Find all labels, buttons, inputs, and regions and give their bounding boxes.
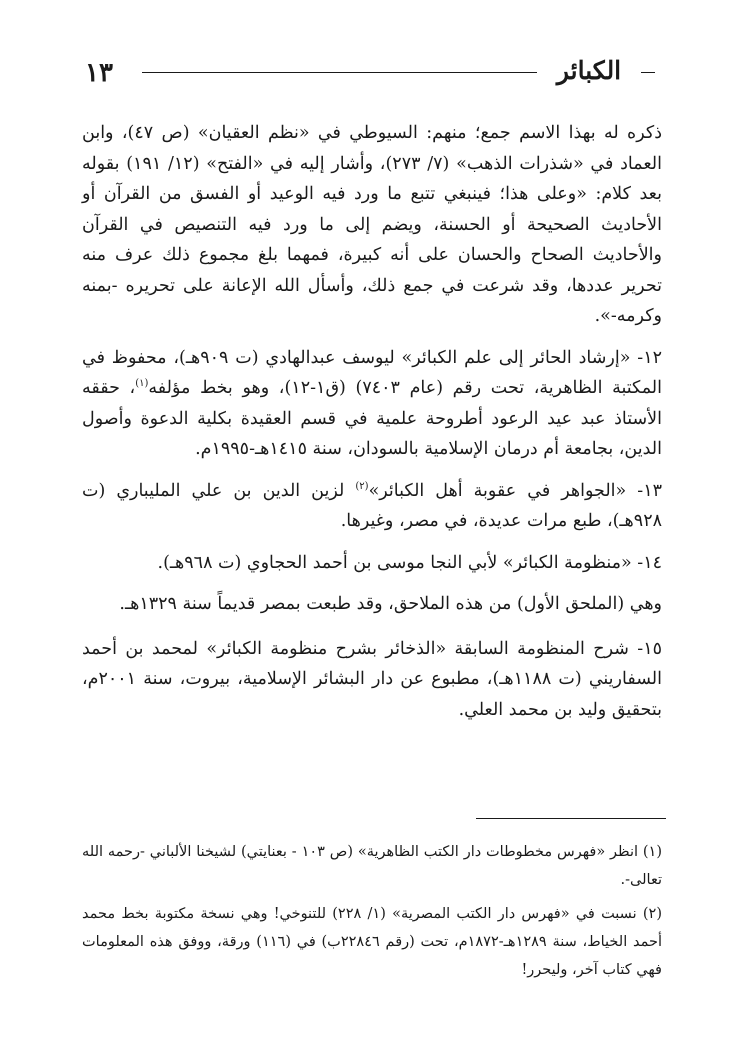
footnote-separator	[476, 818, 666, 819]
list-item-13	[82, 476, 662, 537]
footnote-1: (١) انظر «فهرس مخطوطات دار الكتب الظاهرية» (ص ١٠٣ - بعنايتي) لشيخنا الألباني -رحمه الله تعالى-.	[82, 844, 662, 888]
list-item-15: ١٥- شرح المنظومة السابقة «الذخائر بشرح منظومة الكبائر» لمحمد بن أحمد السفاريني (ت ١١٨٨هـ)، مطبوع عن دار البشائر الإسلامية، بيروت، سنة ٢٠٠١م، بتحقيق وليد بن محمد العلي.	[82, 638, 662, 720]
list-item-12-text-cont: ، حققه الأستاذ عبد عيد الرعود أطروحة علمية في قسم العقيدة بكلية الدعوة وأصول الدين، بجامعة أم درمان الإسلامية بالسودان، سنة ١٤١٥هـ-١٩٩٥م.	[82, 378, 662, 459]
running-head-title: الكبائر	[556, 56, 622, 85]
page-header	[85, 50, 655, 96]
footnote-2: (٢) نسبت في «فهرس دار الكتب المصرية» (١/ ٢٢٨) للتنوخي! وهي نسخة مكتوبة بخط محمد أحمد الخياط، سنة ١٢٨٩هـ-١٨٧٢م، تحت (رقم ٢٢٨٤٦ب) في (١١٦) ورقة، ووفق هذه المعلومات فهي كتاب آخر، وليحرر!	[82, 906, 663, 978]
list-item-14-note: وهي (الملحق الأول) من هذه الملاحق، وقد طبعت بمصر قديماً سنة ١٣٢٩هـ.	[119, 594, 662, 614]
footnote-ref-2: (٢)	[355, 480, 369, 492]
paragraph-quote-continuation: ذكره له بهذا الاسم جمع؛ منهم: السيوطي في «نظم العقيان» (ص ٤٧)، وابن العماد في «شذرات الذهب» (٧/ ٢٧٣)، وأشار إليه في «الفتح» (١٢/ ١٩١) بقوله بعد كلام: «وعلى هذا؛ فينبغي تتبع ما ورد فيه الوعيد أو الفسق من القرآن أو الأحاديث الصحيحة أو الحسنة، ويضم إلى ما ورد فيه التنصيص في القرآن والأحاديث الصحاح والحسان على أنه كبيرة، فمهما بلغ مجموع ذلك عرف منه تحرير عددها، وقد شرعت في جمع ذلك، وأسأل الله الإعانة على تحريره -بمنه وكرمه-».	[82, 123, 662, 326]
list-item-14: ١٤- «منظومة الكبائر» لأبي النجا موسى بن أحمد الحجاوي (ت ٩٦٨هـ).	[157, 552, 662, 573]
main-text	[82, 118, 662, 725]
footnotes	[82, 838, 662, 984]
header-rule-end	[641, 72, 655, 73]
list-item-12	[82, 343, 662, 465]
footnote-ref-1: (١)	[135, 378, 149, 390]
list-item-13-text: ١٣- «الجواهر في عقوبة أهل الكبائر»	[368, 480, 662, 501]
page-number: ١٣	[85, 58, 113, 88]
list-item-12-text: ١٢- «إرشاد الحائر إلى علم الكبائر» ليوسف عبدالهادي (ت ٩٠٩هـ)، محفوظ في المكتبة الظاهرية، تحت رقم (عام ٧٤٠٣) (ق١-١٢)، وهو بخط مؤلفه	[82, 347, 663, 398]
list-item-13-text-cont: لزين الدين بن علي المليباري (ت ٩٢٨هـ)، طبع مرات عديدة، في مصر، وغيرها.	[82, 480, 662, 531]
header-rule	[142, 72, 537, 73]
